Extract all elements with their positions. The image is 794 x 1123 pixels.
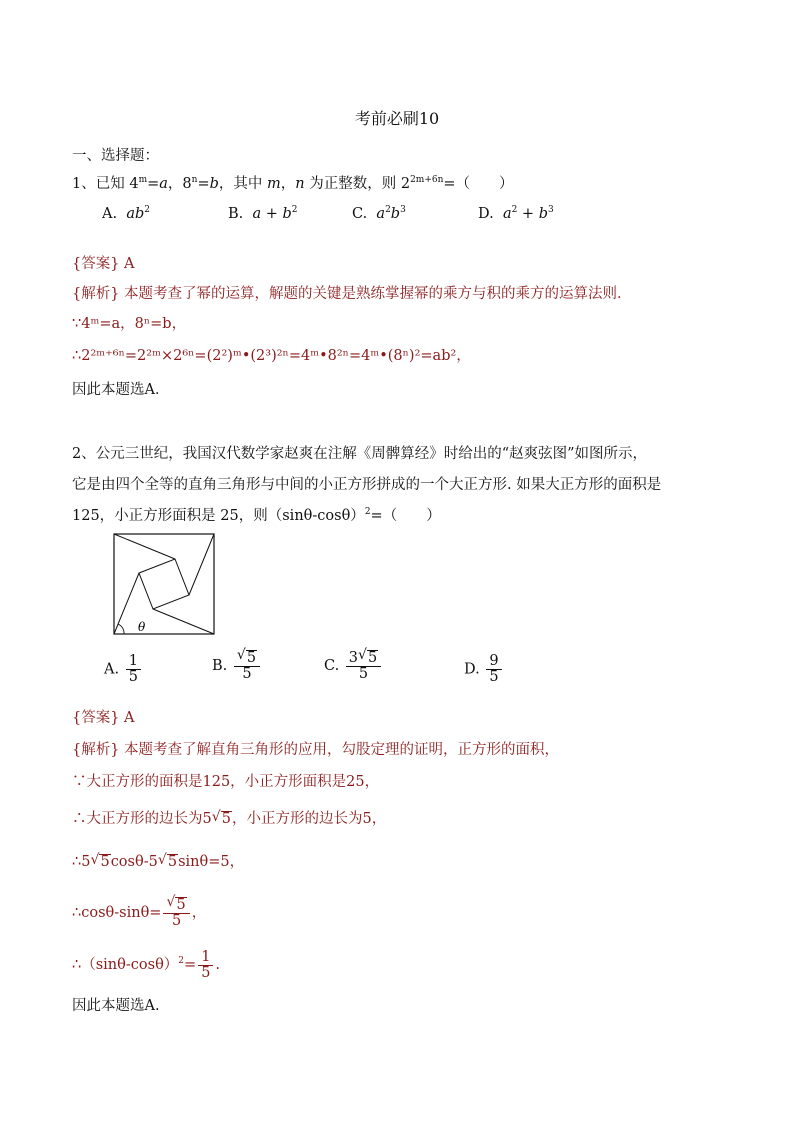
q2-step-2: ∴大正方形的边长为5 √ 5，小正方形的边长为5， [72,809,387,827]
triangle-edge-3 [189,534,214,595]
triangle-edge-1 [114,573,139,634]
q2-option-a: A. $\frac{1}{5}$ [104,654,143,685]
q2-option-b: B. √ 5 5 [212,650,262,682]
q2-step-3: ∴5 √ 5cosθ-5 √ 5sinθ=5， [72,852,245,870]
q1-step-2: ∴2²ᵐ⁺⁶ⁿ=2²ᵐ×2⁶ⁿ=(2²)ᵐ•(2³)²ⁿ=4ᵐ•8²ⁿ=4ᵐ•(8ⁿ)²=ab²， [72,348,471,364]
page-title: 考前必刷10 [354,109,440,128]
theta-angle-arc [118,624,124,634]
q2-option-c: C. 3 √ 5 5 [324,650,383,682]
q1-stem: 1、已知 $4^m=a$，$8^n=b$，其中 m，n 为正整数，则 $2^{2m+6n}=$（ ） [72,175,514,192]
q2-conclusion: 因此本题选A. [72,998,160,1014]
q1-option-b: B. $a + b^2$ [228,205,298,222]
q2-step-4: ∴cosθ-sinθ= √ 5 5 ， [72,894,207,929]
q2-analysis: {解析} 本题考查了解直角三角形的应用，勾股定理的证明，正方形的面积， [72,742,560,758]
q1-option-d: D. $a^2 + b^3$ [478,205,554,222]
section-heading: 一、选择题： [72,148,159,164]
q1-step-1: ∵4ᵐ=a，8ⁿ=b， [72,316,187,332]
q1-option-a: A. $ab^2$ [102,205,150,222]
q2-answer: {答案} A [72,710,135,726]
q1-conclusion: 因此本题选A． [72,382,170,398]
triangle-edge-2 [114,534,175,559]
small-square [139,559,189,609]
q1-answer: {答案} A [72,256,135,272]
theta-label: θ [138,620,146,634]
q1-analysis: {解析} 本题考查了幂的运算，解题的关键是熟练掌握幂的乘方与积的乘方的运算法则． [72,286,632,302]
q2-stem-line-1: 2、公元三世纪，我国汉代数学家赵爽在注解《周髀算经》时给出的“赵爽弦图”如图所示， [72,446,648,462]
q2-stem-line-2: 它是由四个全等的直角三角形与中间的小正方形拼成的一个大正方形. 如果大正方形的面积是 [72,477,662,493]
q2-step-5: $\therefore(\sin\theta-\cos\theta)^2=$ $\frac{1}{5}$ . [72,948,221,981]
q2-stem-line-3: 125，小正方形面积是 25，则$(\sin\theta-\cos\theta)^2=$（ ） [72,507,441,524]
q2-step-1: ∵大正方形的面积是125，小正方形面积是25， [72,774,380,790]
zhao-shuang-hypotenuse-diagram [112,532,216,636]
q2-option-d: D. $\frac{9}{5}$ [464,654,504,685]
triangle-edge-4 [153,609,214,634]
q1-option-c: C. $a^2b^3$ [352,205,406,222]
large-square [114,534,214,634]
